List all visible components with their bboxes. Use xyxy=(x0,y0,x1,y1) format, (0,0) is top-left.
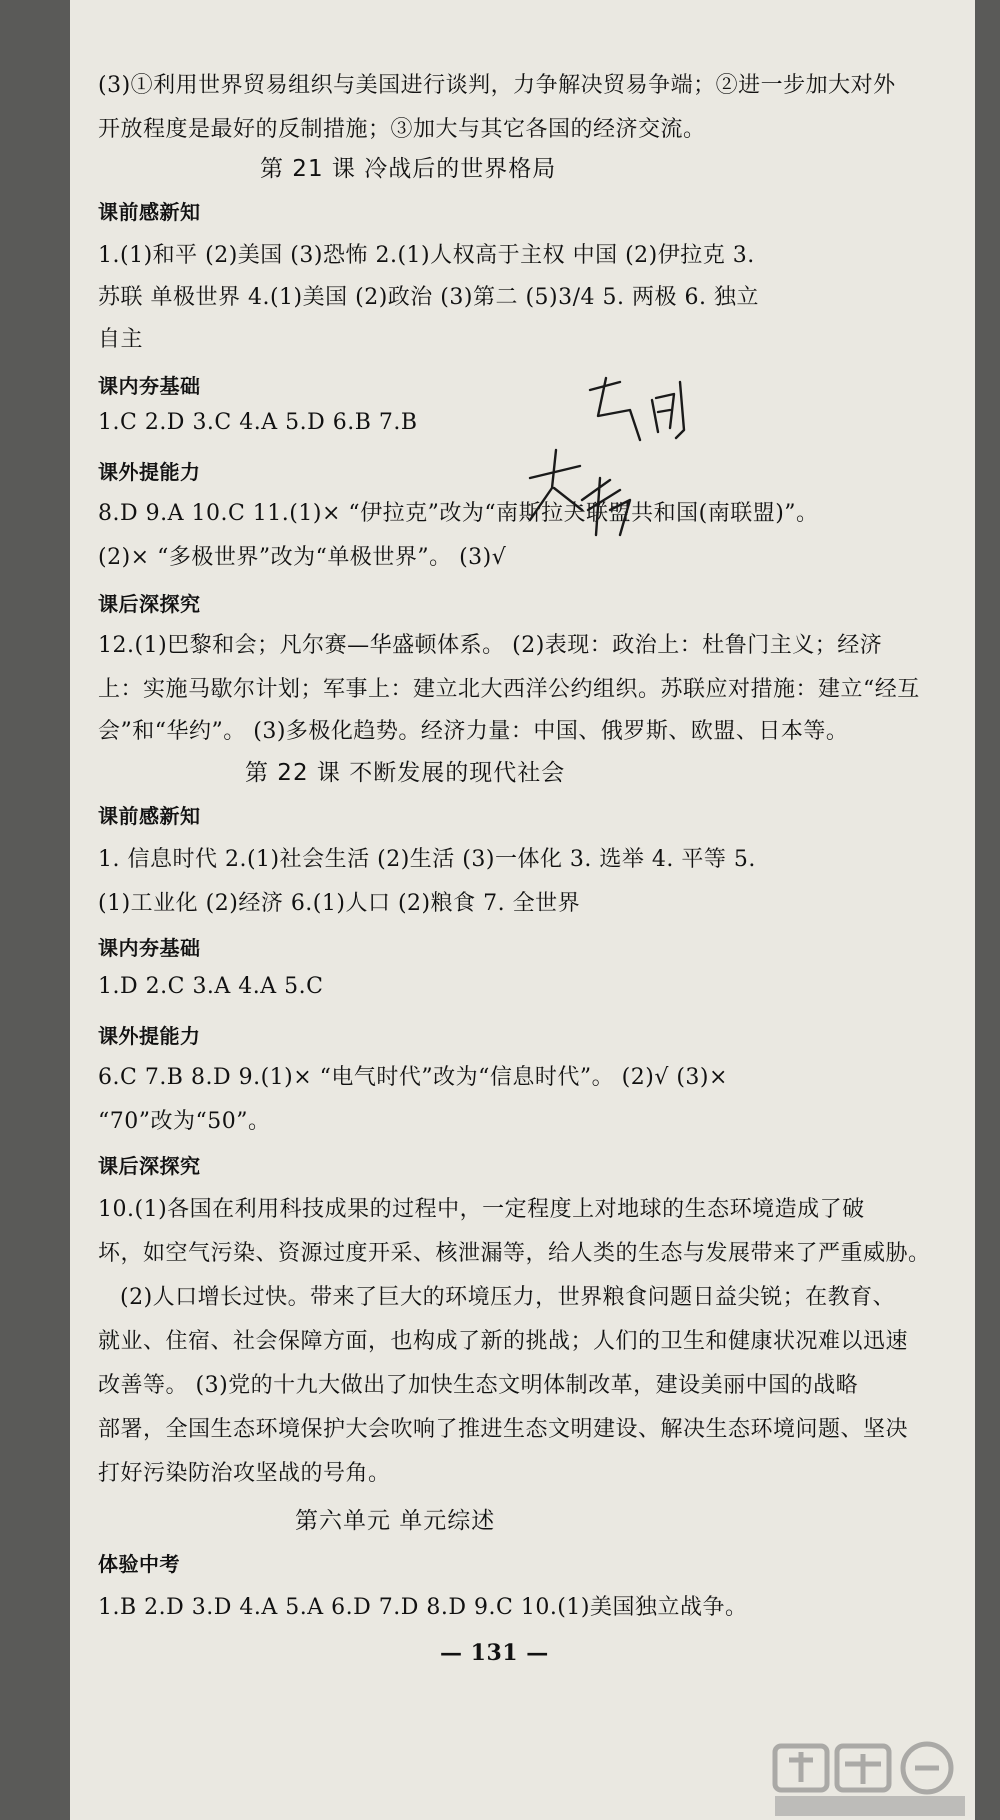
text-line: 12.(1)巴黎和会；凡尔赛—华盛顿体系。 (2)表现：政治上：杜鲁门主义；经济 xyxy=(98,633,883,658)
text-line: 改善等。 (3)党的十九大做出了加快生态文明体制改革，建设美丽中国的战略 xyxy=(98,1373,859,1398)
text-line: 8.D 9.A 10.C 11.(1)× “伊拉克”改为“南斯拉夫联盟共和国(南联盟)”。 xyxy=(98,501,819,526)
text-line: 会”和“华约”。 (3)多极化趋势。经济力量：中国、俄罗斯、欧盟、日本等。 xyxy=(98,719,849,744)
text-line: 坏，如空气污染、资源过度开采、核泄漏等，给人类的生态与发展带来了严重威胁。 xyxy=(98,1241,931,1266)
document-page xyxy=(70,0,975,1820)
text-line: 1.B 2.D 3.D 4.A 5.A 6.D 7.D 8.D 9.C 10.(1)美国独立战争。 xyxy=(98,1595,748,1620)
text-line: 自主 xyxy=(98,327,144,352)
lesson-title: 第 21 课 冷战后的世界格局 xyxy=(260,156,557,182)
section-heading: 课外提能力 xyxy=(98,460,201,484)
section-heading: 课后深探究 xyxy=(98,1154,201,1178)
watermark-logo xyxy=(745,1740,975,1820)
text-line: 上：实施马歇尔计划；军事上：建立北大西洋公约组织。苏联应对措施：建立“经互 xyxy=(98,677,920,702)
text-line: (2)× “多极世界”改为“单极世界”。 (3)√ xyxy=(98,545,507,570)
section-heading: 课内夯基础 xyxy=(98,936,201,960)
text-line: “70”改为“50”。 xyxy=(98,1109,271,1134)
text-line: 苏联 单极世界 4.(1)美国 (2)政治 (3)第二 (5)3/4 5. 两极 6. 独立 xyxy=(98,285,759,310)
text-line: 1.(1)和平 (2)美国 (3)恐怖 2.(1)人权高于主权 中国 (2)伊拉克 3. xyxy=(98,243,755,268)
section-heading: 体验中考 xyxy=(98,1552,180,1576)
section-heading: 课前感新知 xyxy=(98,804,201,828)
handwritten-scribble xyxy=(470,360,730,550)
section-heading: 课外提能力 xyxy=(98,1024,201,1048)
section-heading: 课前感新知 xyxy=(98,200,201,224)
text-line: (1)工业化 (2)经济 6.(1)人口 (2)粮食 7. 全世界 xyxy=(98,891,581,916)
text-line: 1.D 2.C 3.A 4.A 5.C xyxy=(98,974,324,999)
section-heading: 课后深探究 xyxy=(98,592,201,616)
text-line: 打好污染防治攻坚战的号角。 xyxy=(98,1461,391,1486)
text-line: 10.(1)各国在利用科技成果的过程中，一定程度上对地球的生态环境造成了破 xyxy=(98,1197,865,1222)
text-line: 1.C 2.D 3.C 4.A 5.D 6.B 7.B xyxy=(98,410,418,435)
text-line: (3)①利用世界贸易组织与美国进行谈判，力争解决贸易争端；②进一步加大对外 xyxy=(98,73,896,98)
text-line: 开放程度是最好的反制措施；③加大与其它各国的经济交流。 xyxy=(98,117,706,142)
text-line: (2)人口增长过快。带来了巨大的环境压力，世界粮食问题日益尖锐；在教育、 xyxy=(120,1285,896,1310)
text-line: 1. 信息时代 2.(1)社会生活 (2)生活 (3)一体化 3. 选举 4. 平等 5. xyxy=(98,847,756,872)
text-line: 部署，全国生态环境保护大会吹响了推进生态文明建设、解决生态环境问题、坚决 xyxy=(98,1417,909,1442)
text-line: 就业、住宿、社会保障方面，也构成了新的挑战；人们的卫生和健康状况难以迅速 xyxy=(98,1329,909,1354)
section-heading: 课内夯基础 xyxy=(98,374,201,398)
lesson-title: 第六单元 单元综述 xyxy=(295,1508,496,1534)
text-line: 6.C 7.B 8.D 9.(1)× “电气时代”改为“信息时代”。 (2)√ (3)× xyxy=(98,1065,728,1090)
lesson-title: 第 22 课 不断发展的现代社会 xyxy=(245,760,566,786)
page-number: — 131 — xyxy=(440,1640,549,1666)
